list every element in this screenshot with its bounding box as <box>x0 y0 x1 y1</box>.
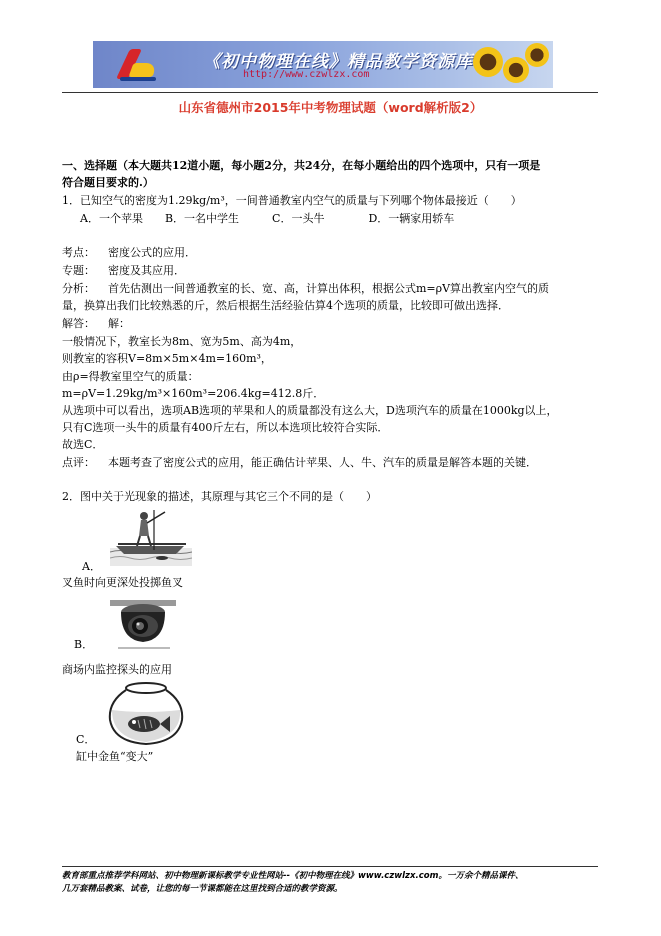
q1-jieda <box>62 317 130 331</box>
option-b-label: B． <box>74 638 94 651</box>
section-heading-cont: 符合题目要求的.） <box>62 176 154 189</box>
security-camera-image <box>110 600 176 650</box>
fisherman-spear-image <box>110 508 192 566</box>
footer-text-2: 几万套精品教案、试卷，让您的每一节课都能在这里找到合适的教学资源。 <box>62 884 343 894</box>
jieda-label: 解答： <box>62 317 95 330</box>
solution-line-3: 由ρ=得教室里空气的质量： <box>62 370 199 383</box>
fenxi-text-2: 量，换算出我们比较熟悉的斤，然后根据生活经验估算4个选项的质量，比较即可做出选择． <box>62 299 509 312</box>
kaodian-text: 密度公式的应用． <box>108 246 196 259</box>
q2-stem: 2．图中关于光现象的描述，其原理与其它三个不同的是（ ） <box>62 490 377 503</box>
sunflower-icon <box>503 57 529 83</box>
site-logo-underline-icon <box>120 77 156 81</box>
option-c-label: C． <box>76 733 96 746</box>
solution-line-1: 一般情况下，教室长为8m、宽为5m、高为4m， <box>62 335 302 348</box>
option-a-caption: 叉鱼时向更深处投掷鱼叉 <box>62 576 183 589</box>
jieda-text: 解： <box>108 317 130 330</box>
header-divider <box>62 92 598 93</box>
footer-divider <box>62 866 598 867</box>
solution-line-4: m=ρV=1.29kg/m³×160m³=206.4kg=412.8斤． <box>62 387 325 400</box>
banner-url: http://www.czwlzx.com <box>243 69 370 80</box>
option-b-caption: 商场内监控探头的应用 <box>62 663 172 676</box>
q1-fenxi <box>62 282 549 296</box>
solution-line-5: 从选项中可以看出，选项AB选项的苹果和人的质量都没有这么大，D选项汽车的质量在1000kg以上， <box>62 404 558 417</box>
solution-line-6: 只有C选项一头牛的质量有400斤左右，所以本选项比较符合实际． <box>62 421 389 434</box>
q1-stem: 1．已知空气的密度为1.29kg/m³，一间普通教室内空气的质量与下列哪个物体最接近（ ） <box>62 194 522 207</box>
sunflower-icon <box>473 47 503 77</box>
goldfish-bowl-image <box>104 680 188 746</box>
option-a-label: A． <box>82 560 101 573</box>
q1-dianping <box>62 456 537 470</box>
solution-line-2: 则教室的容积V=8m×5m×4m=160m³， <box>62 352 272 365</box>
banner-title: 《初中物理在线》精品教学资源库 <box>203 52 473 72</box>
section-heading: 一、选择题（本大题共12道小题，每小题2分，共24分，在每小题给出的四个选项中，只有一项是 <box>62 159 541 172</box>
q1-zhuanti <box>62 264 185 278</box>
fenxi-label: 分析： <box>62 282 95 295</box>
dianping-label: 点评： <box>62 456 95 469</box>
site-logo-swoosh-icon <box>128 63 157 77</box>
fenxi-text-1: 首先估测出一间普通教室的长、宽、高，计算出体积，根据公式m=ρV算出教室内空气的质 <box>108 282 550 295</box>
q1-answer: 故选C． <box>62 438 104 451</box>
q1-kaodian <box>62 246 196 260</box>
zhuanti-text: 密度及其应用． <box>108 264 185 277</box>
dianping-text: 本题考查了密度公式的应用，能正确估计苹果、人、牛、汽车的质量是解答本题的关键． <box>108 456 537 469</box>
option-c-caption: 缸中金鱼“变大” <box>76 750 154 763</box>
header-banner <box>93 41 553 88</box>
page-title: 山东省德州市2015年中考物理试题（word解析版2） <box>178 100 483 115</box>
footer-text-1: 教育部重点推荐学科网站、初中物理新课标教学专业性网站--《初中物理在线》www.czwlzx.com。一万余个精品课件、 <box>62 871 524 881</box>
sunflower-icon <box>525 43 549 67</box>
zhuanti-label: 专题： <box>62 264 95 277</box>
q1-options: A．一个苹果 B．一名中学生 C．一头牛 D．一辆家用轿车 <box>80 212 455 225</box>
kaodian-label: 考点： <box>62 246 95 259</box>
